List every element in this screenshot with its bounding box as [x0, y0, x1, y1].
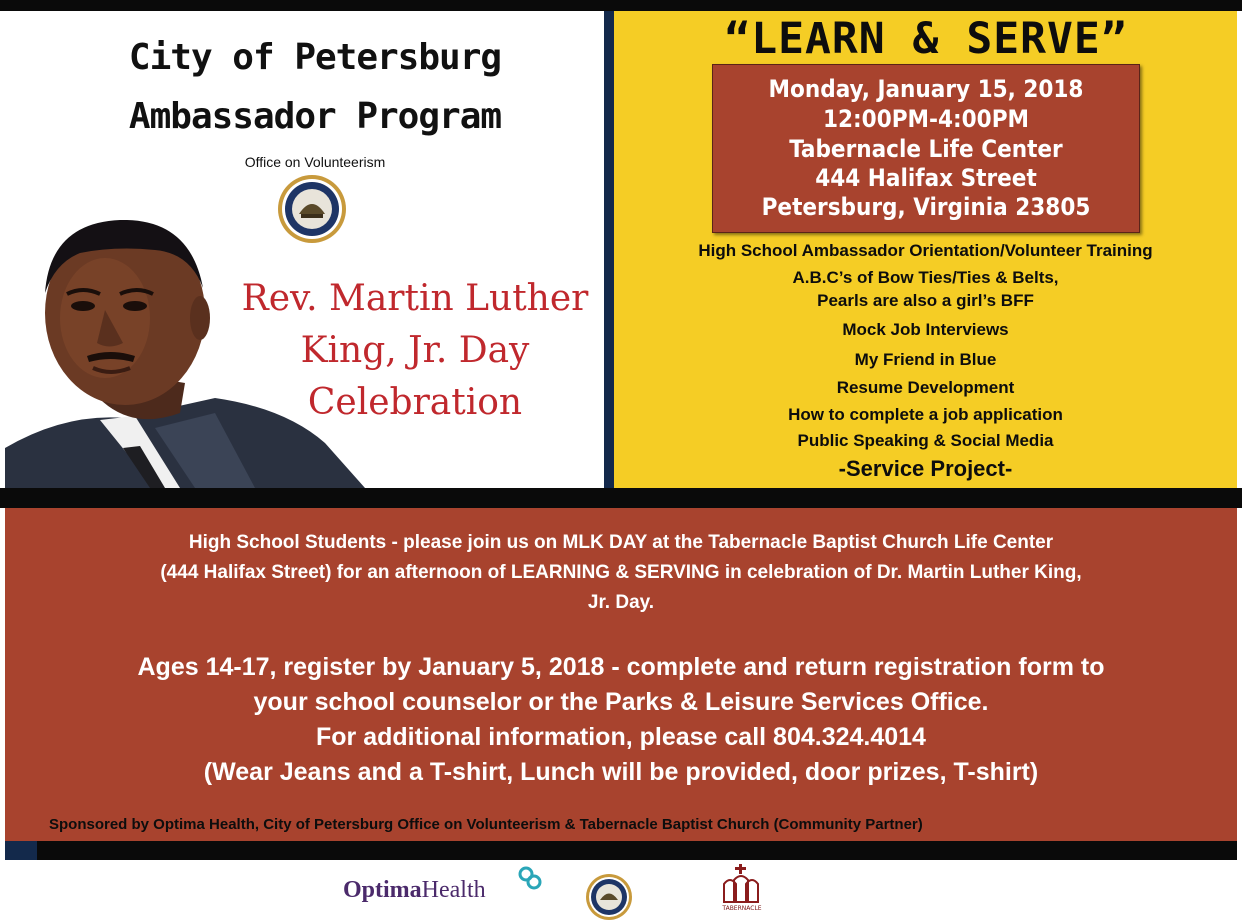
top-border — [0, 0, 1242, 11]
event-details-box — [712, 64, 1140, 233]
mlk-day-line3: Celebration — [307, 382, 523, 423]
intro-line: Jr. Day. — [587, 592, 655, 613]
city-seal-icon — [277, 174, 347, 244]
activity-item: Public Speaking & Social Media — [797, 431, 1054, 450]
event-venue: Tabernacle Life Center — [789, 135, 1063, 163]
corner-accent — [5, 841, 37, 860]
event-street: 444 Halifax Street — [815, 164, 1037, 192]
office-subtitle: Office on Volunteerism — [244, 154, 386, 170]
mlk-day-line1: Rev. Martin Luther — [241, 278, 589, 319]
program-title-line1: City of Petersburg — [128, 37, 502, 78]
city-seal-footer-icon — [585, 873, 633, 921]
details-line: For additional information, please call 804.324.4014 — [316, 723, 926, 751]
left-panel — [5, 11, 604, 488]
event-date: Monday, January 15, 2018 — [768, 75, 1084, 103]
tabernacle-church-logo-icon — [720, 864, 764, 904]
activity-item: A.B.C’s of Bow Ties/Ties & Belts, — [792, 268, 1059, 287]
details-line: your school counselor or the Parks & Leisure Services Office. — [253, 688, 989, 716]
sponsors-line: Sponsored by Optima Health, City of Petersburg Office on Volunteerism & Tabernacle Baptist Church (Community Partner) — [49, 816, 923, 833]
activity-item: Mock Job Interviews — [842, 320, 1009, 339]
intro-line: High School Students - please join us on MLK DAY at the Tabernacle Baptist Church Life Center — [188, 532, 1054, 553]
event-city: Petersburg, Virginia 23805 — [761, 193, 1091, 221]
panel-divider — [604, 11, 614, 495]
mlk-day-line2: King, Jr. Day — [300, 330, 530, 371]
intro-line: (444 Halifax Street) for an afternoon of LEARNING & SERVING in celebration of Dr. Martin Luther King, — [160, 562, 1082, 583]
details-line: Ages 14-17, register by January 5, 2018 - complete and return registration form to — [137, 653, 1105, 681]
activity-item: Resume Development — [836, 378, 1015, 397]
details-line: (Wear Jeans and a T-shirt, Lunch will be provided, door prizes, T-shirt) — [203, 758, 1039, 786]
tabernacle-label: TABERNACLE — [722, 905, 762, 912]
optima-swirl-icon — [516, 866, 544, 892]
program-title-line2: Ambassador Program — [128, 96, 502, 137]
service-project-label: -Service Project- — [838, 456, 1013, 481]
optima-logo-part1: Optima — [343, 877, 422, 903]
activity-item: High School Ambassador Orientation/Volunteer Training — [698, 241, 1153, 260]
activity-item: How to complete a job application — [788, 405, 1063, 424]
mlk-day-title — [225, 273, 604, 429]
optima-health-logo — [343, 877, 486, 904]
bottom-border — [5, 841, 1237, 860]
event-time: 12:00PM-4:00PM — [822, 105, 1030, 133]
activity-item: Pearls are also a girl’s BFF — [817, 291, 1034, 310]
optima-logo-part2: Health — [421, 877, 486, 903]
middle-border — [0, 488, 1242, 508]
learn-and-serve-headline: “LEARN & SERVE” — [724, 14, 1128, 64]
activity-item: My Friend in Blue — [854, 350, 997, 369]
